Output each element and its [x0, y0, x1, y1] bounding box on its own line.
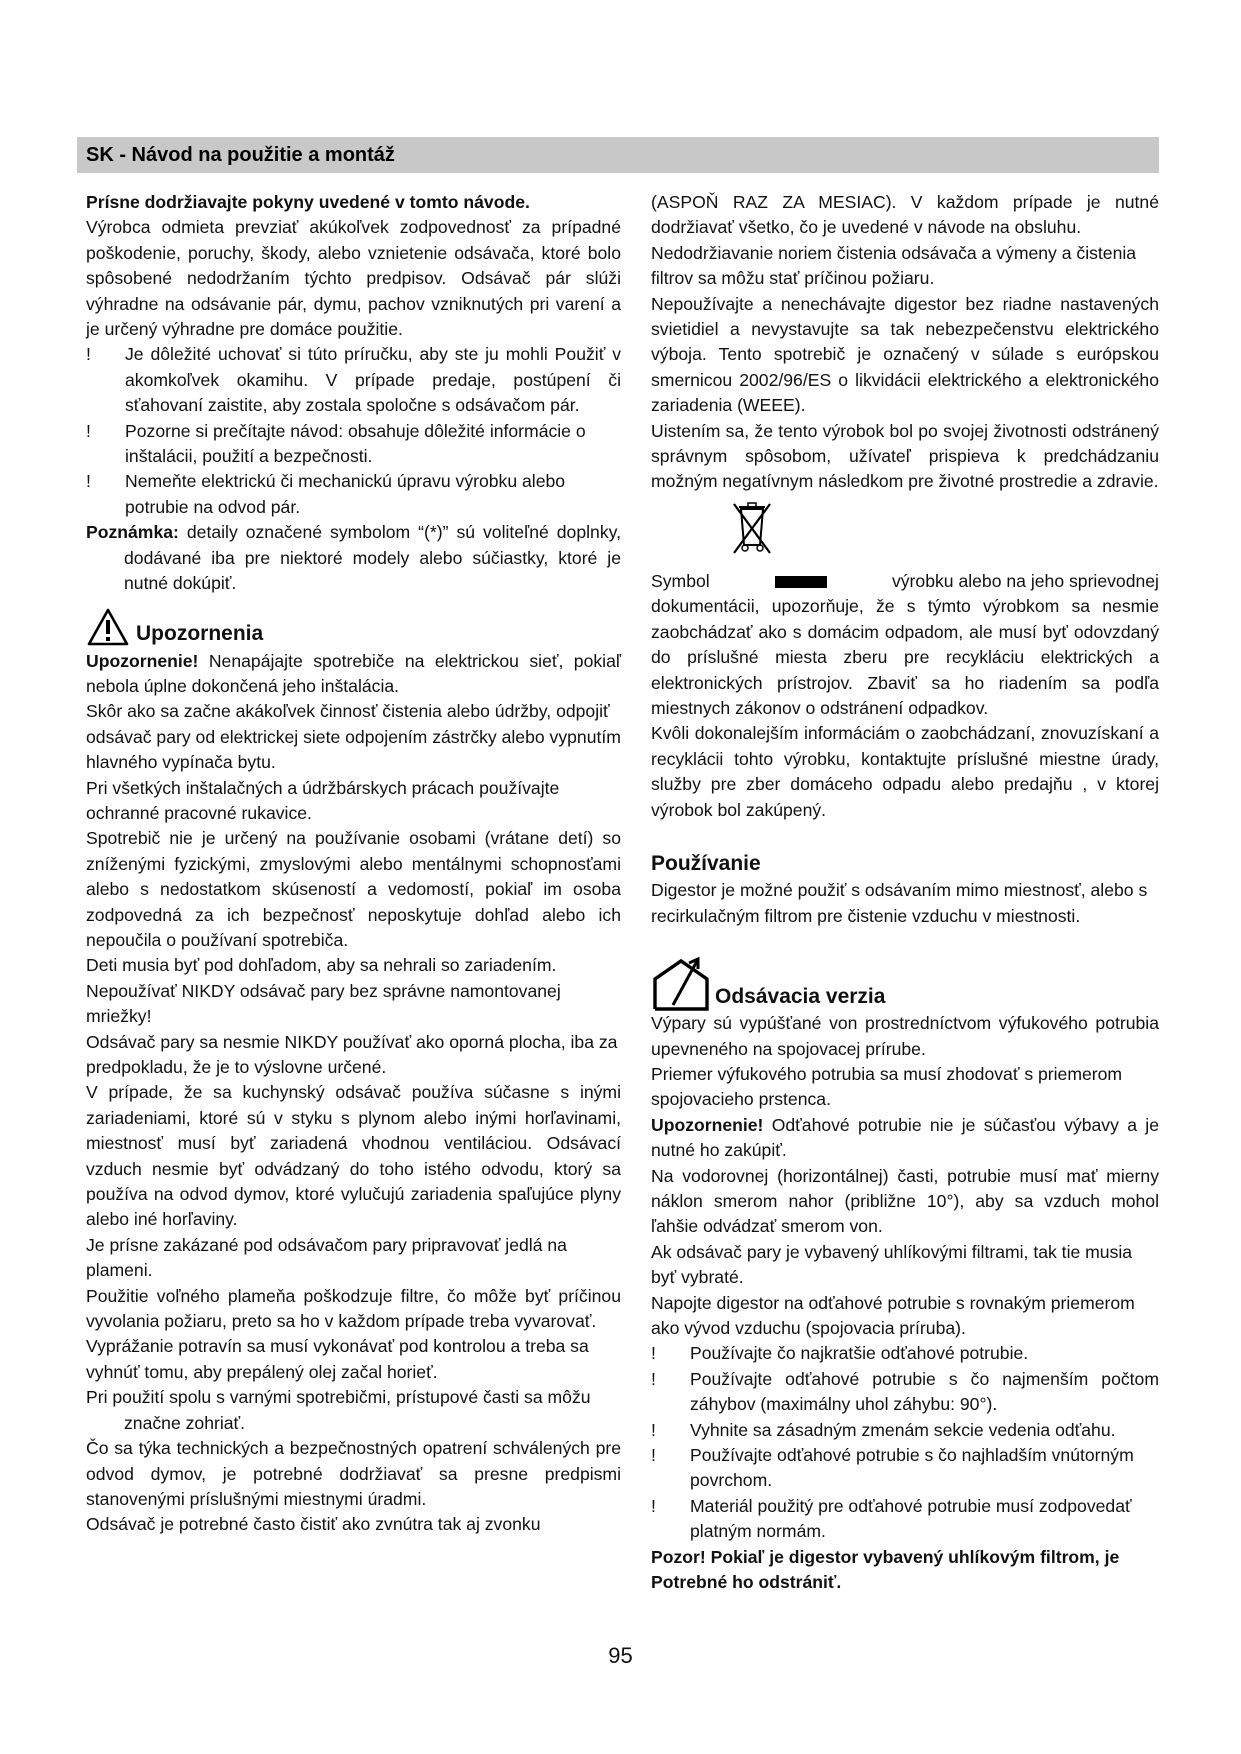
exclamation-icon: !	[86, 344, 91, 365]
list-item: ! Nemeňte elektrickú či mechanickú úpravu výrobku alebo potrubie na odvod pár.	[86, 469, 621, 520]
paragraph: Nepoužívajte a nenechávajte digestor bez riadne nastavených svietidiel a nevystavujte sa tak nebezpečenstvu elektrického výboja. Tento spotrebič je označený v súlade s európskou smernicou 2002/96/ES o likvidácii elektrického a elektronického zariadenia (WEEE).	[651, 293, 1159, 416]
list-item: ! Materiál použitý pre odťahové potrubie musí zodpovedať platným normám.	[651, 1494, 1159, 1545]
left-column	[86, 190, 621, 1538]
paragraph: Vyprážanie potravín sa musí vykonávať pod kontrolou a treba sa vyhnúť tomu, aby prepálený olej začal horieť.	[86, 1336, 589, 1382]
exclamation-icon: !	[651, 1343, 656, 1364]
page-number: 95	[608, 1643, 633, 1668]
list-item: ! Vyhnite sa zásadným zmenám sekcie vedenia odťahu.	[651, 1418, 1159, 1443]
exclamation-icon: !	[86, 420, 91, 441]
list-item: ! Používajte čo najkratšie odťahové potrubie.	[651, 1341, 1159, 1366]
exhaust-title: Odsávacia verzia	[715, 984, 886, 1008]
intro-bold: Prísne dodržiavajte pokyny uvedené v tomto návode.	[86, 192, 530, 212]
exhaust-house-icon	[651, 955, 711, 1011]
paragraph: Výpary sú vypúšťané von prostredníctvom výfukového potrubia upevneného na spojovacej prírube.	[651, 1013, 1159, 1059]
paragraph: Deti musia byť pod dohľadom, aby sa nehrali so zariadením.	[86, 955, 557, 976]
paragraph: Digestor je možné použiť s odsávaním mimo miestnosť, alebo s recirkulačným filtrom pre čistenie vzduchu v miestnosti.	[651, 880, 1148, 926]
paragraph: dokumentácii, upozorňuje, že s týmto výrobkom sa nesmie zaobchádzať ako s domácim odpadom, ale musí byť odovzdaný do príslušné miesta zberu pre recykláciu elektrických a elektronických prístrojov. Zbaviť sa ho riadením sa podľa miestnych zákonov o odstránení odpadkov.	[651, 596, 1159, 718]
paragraph: V prípade, že sa kuchynský odsávač používa súčasne s inými zariadeniami, ktoré sú v styku s plynom alebo inými horľavinami, miestnosť musí byť zariadená vhodnou ventiláciou. Odsávací vzduch nesmie byť odvádzaný do toho istého odvodu, ktorý sa používa na odvod dymov, ktoré vylučujú zariadenia spaľujúce plyny alebo iné horľaviny.	[86, 1082, 621, 1230]
weee-symbol-area	[651, 501, 1159, 569]
exclamation-icon: !	[86, 471, 91, 492]
paragraph: Na vodorovnej (horizontálnej) časti, potrubie musí mať mierny náklon smerom nahor (približne 10°), aby sa vzduch mohol ľahšie odvádzať smerom von.	[651, 1165, 1159, 1237]
exclamation-icon: !	[651, 1495, 656, 1516]
exclamation-icon: !	[651, 1368, 656, 1389]
paragraph: Pri všetkých inštalačných a údržbárskych prácach používajte ochranné pracovné rukavice.	[86, 777, 560, 823]
list-item: ! Používajte odťahové potrubie s čo najmenším počtom záhybov (maximálny uhol záhybu: 90°).	[651, 1367, 1159, 1418]
paragraph: Čo sa týka technických a bezpečnostných opatrení schválených pre odvod dymov, je potrebné dodržiavať sa presne predpismi stanovenými príslušnými miestnymi úradmi.	[86, 1438, 621, 1509]
usage-title: Používanie	[651, 851, 761, 875]
paragraph: Napojte digestor na odťahové potrubie s rovnakým priemerom ako vývod vzduchu (spojovacia príruba).	[651, 1292, 1135, 1339]
exhaust-heading	[651, 955, 1159, 1011]
paragraph: (ASPOŇ RAZ ZA MESIAC). V každom prípade je nutné dodržiavať všetko, čo je uvedené v návode na obsluhu.	[651, 192, 1159, 238]
warnings-heading	[86, 607, 621, 647]
crossed-bin-icon	[731, 501, 773, 561]
paragraph: Kvôli dokonalejším informáciám o zaobchádzaní, znovuzískaní a recyklácii tohto výrobku, kontaktujte príslušné miestne úrady, služby pre zber domáceho odpadu alebo predajňu , v ktorej výrobok bol zakúpený.	[651, 723, 1159, 820]
list-item: ! Používajte odťahové potrubie s čo najhladším vnútorným povrchom.	[651, 1443, 1159, 1494]
warning-para: Upozornenie! Odťahové potrubie nie je súčasťou výbavy a je nutné ho zakúpiť.	[651, 1114, 1159, 1161]
exclamation-icon: !	[651, 1419, 656, 1440]
underline-bar-icon	[775, 576, 827, 588]
page-title: SK - Návod na použitie a montáž	[86, 144, 395, 166]
note: Poznámka: detaily označené symbolom “(*)” sú voliteľné doplnky, dodávané iba pre niektoré modely alebo súčiastky, ktoré je nutné dokúpiť.	[86, 522, 621, 594]
intro-text: Výrobca odmieta prevziať akúkoľvek zodpovednosť za prípadné poškodenie, poruchy, škody, alebo vznietenie odsávača, ktoré bolo spôsobené nedodržaním týchto predpisov. Odsávač pár slúži výhradne na odsávanie pár, dymu, pachov vzniknutých pri varení a je určený výhradne pre domáce použitie.	[86, 217, 621, 340]
exclamation-icon: !	[651, 1445, 656, 1466]
paragraph: Nepoužívať NIKDY odsávač pary bez správne namontovanej mriežky!	[86, 980, 561, 1027]
list-item: ! Je dôležité uchovať si túto príručku, aby ste ju mohli Použiť v akomkoľvek okamihu. V prípade predaje, postúpení či sťahovaní zaistite, aby zostala spoločne s odsávačom pár.	[86, 342, 621, 418]
paragraph: Priemer výfukového potrubia sa musí zhodovať s priemerom spojovacieho prstenca.	[651, 1063, 1123, 1110]
paragraph: Odsávač pary sa nesmie NIKDY používať ako oporná plocha, iba za predpokladu, že je to výslovne určené.	[86, 1031, 618, 1077]
warnings-title: Upozornenia	[136, 622, 264, 646]
paragraph: Spotrebič nie je určený na používanie osobami (vrátane detí) so zníženými fyzickými, zmyslovými alebo mentálnymi schopnosťami alebo s nedostatkom skúseností a vedomostí, pokiaľ im osoba zodpovedná za ich bezpečnosť neposkytuje dohľad alebo ich nepoučila o používaní spotrebiča.	[86, 828, 621, 950]
paragraph: Ak odsávač pary je vybavený uhlíkovými filtrami, tak tie musia byť vybraté.	[651, 1241, 1133, 1288]
paragraph: Odsávač je potrebné často čistiť ako zvnútra tak aj zvonku	[86, 1514, 541, 1535]
paragraph: Skôr ako sa začne akákoľvek činnosť čistenia alebo údržby, odpojiť odsávač pary od elektrickej siete odpojením zástrčky alebo vypnutím hlavného vypínača bytu.	[86, 701, 621, 773]
paragraph: Je prísne zakázané pod odsávačom pary pripravovať jedlá na plameni.	[86, 1234, 567, 1281]
list-item: ! Pozorne si prečítajte návod: obsahuje dôležité informácie o inštalácii, použití a bezpečnosti.	[86, 419, 621, 470]
final-warning: Pozor! Pokiaľ je digestor vybavený uhlíkovým filtrom, je Potrebné ho odstrániť.	[651, 1546, 1120, 1593]
paragraph: Nedodržiavanie noriem čistenia odsávača a výmeny a čistenia filtrov sa môžu stať príčinou požiaru.	[651, 242, 1137, 289]
right-column	[651, 190, 1159, 1596]
warning-para: Upozornenie! Nenapájajte spotrebiče na elektrickou sieť, pokiaľ nebola úplne dokončená jeho inštalácia.	[86, 650, 621, 696]
header-bar	[77, 137, 1159, 173]
paragraph: Použitie voľného plameňa poškodzuje filtre, čo môže byť príčinou vyvolania požiaru, preto sa ho v každom prípade treba vyvarovať.	[86, 1285, 621, 1332]
paragraph: Uistením sa, že tento výrobok bol po svojej životnosti odstránený správnym spôsobom, užívateľ prispieva k predchádzaniu možným negatívnym následkom pre životné prostredie a zdravie.	[651, 420, 1159, 492]
paragraph: Pri použití spolu s varnými spotrebičmi, prístupové časti sa môžu značne zohriať.	[86, 1387, 591, 1433]
symbol-line: Symbol výrobku alebo na jeho sprievodnej	[651, 570, 1159, 591]
warning-triangle-icon	[86, 607, 130, 647]
